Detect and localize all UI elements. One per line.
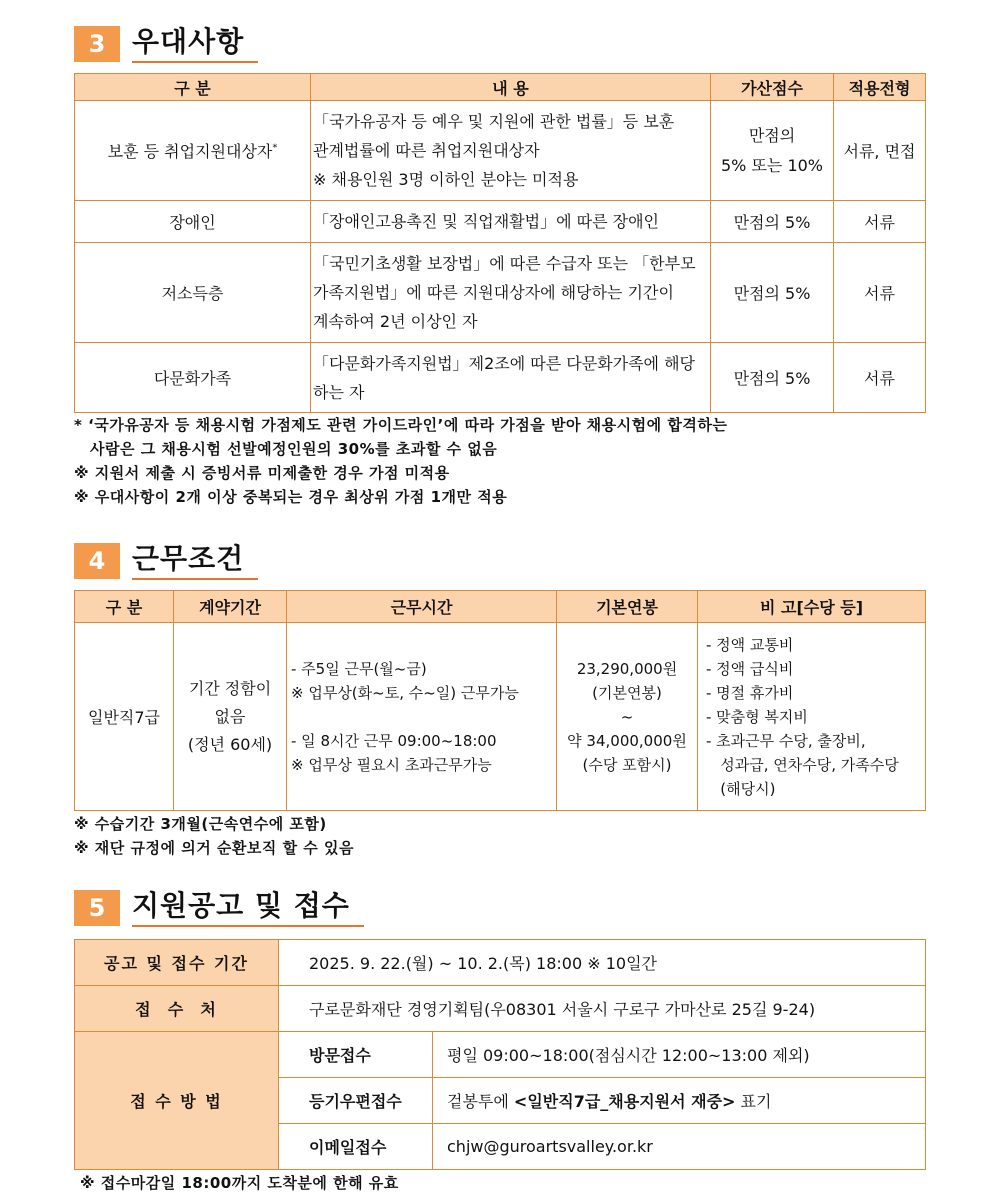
header-remarks: 비 고[수당 등] <box>698 591 926 623</box>
row-period: 기간 정함이 없음 (정년 60세) <box>174 623 287 811</box>
place-value: 구로문화재단 경영기획팀(우08301 서울시 구로구 가마산로 25길 9-24) <box>279 986 926 1032</box>
method-name: 이메일접수 <box>279 1124 433 1170</box>
header-type: 적용전형 <box>834 74 926 101</box>
header-content: 내 용 <box>311 74 711 101</box>
method-value: 평일 09:00~18:00(점심시간 12:00~13:00 제외) <box>433 1032 926 1078</box>
section-title: 근무조건 <box>132 542 258 580</box>
section-title: 지원공고 및 접수 <box>132 889 364 927</box>
row-salary: 23,290,000원 (기본연봉) ~ 약 34,000,000원 (수당 포함시) <box>557 623 698 811</box>
table-row <box>75 940 926 986</box>
section-4-notes: ※ 수습기간 3개월(근속연수에 포함) ※ 재단 규정에 의거 순환보직 할 수 있음 <box>74 815 354 857</box>
method-value: 겉봉투에 <일반직7급_채용지원서 재중> 표기 <box>433 1078 926 1124</box>
row-content: 「국가유공자 등 예우 및 지원에 관한 법률」등 보훈 관계법률에 따른 취업지원대상자 ※ 채용인원 3명 이하인 분야는 미적용 <box>311 101 711 201</box>
row-hours: - 주5일 근무(월~금) ※ 업무상(화~토, 수~일) 근무가능 - 일 8시간 근무 09:00~18:00 ※ 업무상 필요시 초과근무가능 <box>287 623 557 811</box>
table-row <box>75 243 926 343</box>
section-number: 5 <box>74 890 120 926</box>
row-category: 저소득층 <box>75 243 311 343</box>
table-row <box>75 1032 926 1078</box>
application-table <box>74 939 926 1170</box>
row-category: 다문화가족 <box>75 343 311 413</box>
table-row <box>75 343 926 413</box>
section-number: 3 <box>74 26 120 62</box>
table-row <box>75 986 926 1032</box>
row-score: 만점의 5% <box>711 243 834 343</box>
row-score: 만점의 5% <box>711 343 834 413</box>
section-4-header <box>74 541 258 581</box>
table-row <box>75 101 926 201</box>
row-content: 「다문화가족지원법」제2조에 따른 다문화가족에 해당 하는 자 <box>311 343 711 413</box>
period-value: 2025. 9. 22.(월) ~ 10. 2.(목) 18:00 ※ 10일간 <box>279 940 926 986</box>
table-row <box>75 201 926 243</box>
row-remarks: - 정액 교통비 - 정액 급식비 - 명절 휴가비 - 맞춤형 복지비 - 초과근무 수당, 출장비, 성과급, 연차수당, 가족수당 (해당시) <box>698 623 926 811</box>
section-3-notes: * ‘국가유공자 등 채용시험 가점제도 관련 가이드라인’에 따라 가점을 받아 채용시험에 합격하는 사람은 그 채용시험 선발예정인원의 30%를 초과할 수 없음 ※ 지원서 제출 시 증빙서류 미제출한 경우 가점 미적용 ※ 우대사항이 2개 이상 중복되는 경우 최상위 가점 1개만 적용 <box>74 416 728 506</box>
table-row <box>75 623 926 811</box>
header-hours: 근무시간 <box>287 591 557 623</box>
preference-table <box>74 73 926 413</box>
header-score: 가산점수 <box>711 74 834 101</box>
section-title: 우대사항 <box>132 25 258 63</box>
header-salary: 기본연봉 <box>557 591 698 623</box>
row-category: 일반직7급 <box>75 623 174 811</box>
section-3-header <box>74 24 258 64</box>
row-content: 「장애인고용촉진 및 직업재활법」에 따른 장애인 <box>311 201 711 243</box>
row-type: 서류, 면접 <box>834 101 926 201</box>
section-5-note: ※ 접수마감일 18:00까지 도착분에 한해 유효 <box>80 1174 399 1192</box>
header-category: 구 분 <box>75 591 174 623</box>
email-address: chjw@guroartsvalley.or.kr <box>433 1124 926 1170</box>
work-conditions-table <box>74 590 926 811</box>
method-name: 방문접수 <box>279 1032 433 1078</box>
row-type: 서류 <box>834 343 926 413</box>
row-category: 장애인 <box>75 201 311 243</box>
row-type: 서류 <box>834 243 926 343</box>
row-score: 만점의 5% <box>711 201 834 243</box>
section-number: 4 <box>74 543 120 579</box>
header-period: 계약기간 <box>174 591 287 623</box>
method-label: 접 수 방 법 <box>75 1032 279 1170</box>
period-label: 공고 및 접수 기간 <box>75 940 279 986</box>
row-category: 보훈 등 취업지원대상자* <box>75 101 311 201</box>
place-label: 접 수 처 <box>75 986 279 1032</box>
section-5-header <box>74 888 364 928</box>
row-score: 만점의 5% 또는 10% <box>711 101 834 201</box>
row-content: 「국민기초생활 보장법」에 따른 수급자 또는 「한부모 가족지원법」에 따른 지원대상자에 해당하는 기간이 계속하여 2년 이상인 자 <box>311 243 711 343</box>
header-category: 구 분 <box>75 74 311 101</box>
row-type: 서류 <box>834 201 926 243</box>
method-name: 등기우편접수 <box>279 1078 433 1124</box>
